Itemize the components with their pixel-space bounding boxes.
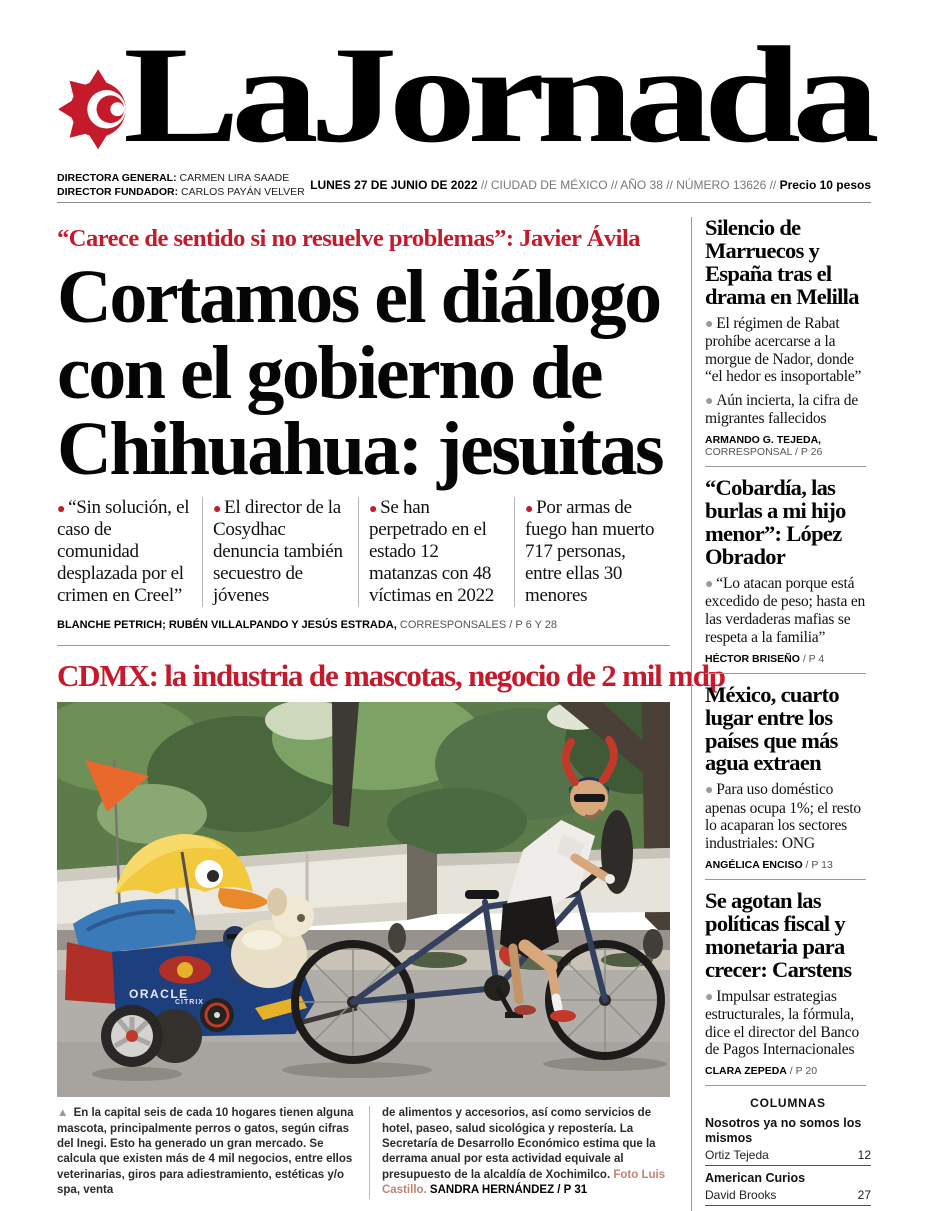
- bullet-icon: ●: [705, 989, 714, 1005]
- article-bullet: ● Impulsar estrategias estructurales, la fórmula, dice el director del Banco de Pagos Internacionales: [705, 987, 860, 1059]
- lead-bullet: ● El director de la Cosydhac denuncia también secuestro de jóvenes: [202, 497, 358, 607]
- headline-line: Chihuahua: jesuitas: [57, 407, 663, 491]
- caption-byline: SANDRA HERNÁNDEZ / P 31: [426, 1184, 588, 1197]
- column-item: [705, 1116, 871, 1166]
- bullet-icon: ●: [705, 394, 714, 410]
- lead-bullet: ● Por armas de fuego han muerto 717 personas, entre ellas 30 menores: [514, 497, 670, 607]
- headline-line: Cortamos el diálogo: [57, 255, 660, 339]
- photo-caption: [57, 1106, 670, 1198]
- article-bullet: ● Aún incierta, la cifra de migrantes fallecidos: [705, 392, 859, 428]
- bullet-icon: ●: [705, 577, 714, 593]
- photo-credit: Foto Luis Castillo.: [382, 1168, 666, 1197]
- main-column: [57, 217, 725, 1211]
- bullet-icon: ●: [57, 502, 66, 517]
- article-bullet: ● “Lo atacan porque está excedido de peso; hasta en las verdaderas mafias se respeta a la familia”: [705, 575, 866, 646]
- column-item: [705, 1171, 871, 1206]
- article-byline: ANGÉLICA ENCISO / P 13: [705, 858, 833, 871]
- article-byline: ARMANDO G. TEJEDA, CORRESPONSAL / P 26: [705, 434, 823, 459]
- article-title: México, cuarto lugar entre los países que más agua extraen: [705, 681, 839, 776]
- column-author: Ortiz Tejeda: [705, 1148, 769, 1163]
- masthead: [57, 0, 871, 202]
- lead-bullet: ● Se han perpetrado en el estado 12 matanzas con 48 víctimas en 2022: [358, 497, 514, 607]
- article-byline: CLARA ZEPEDA / P 20: [705, 1065, 818, 1078]
- article-bullet: ● Para uso doméstico apenas ocupa 1%; el resto lo acaparan los sectores industriales: ONG: [705, 781, 861, 853]
- columns-header: COLUMNAS: [750, 1096, 826, 1111]
- sidebar-rule: [705, 879, 866, 880]
- column-title: American Curios: [705, 1171, 806, 1186]
- bullet-icon: ●: [525, 502, 534, 517]
- column-meta: [705, 1188, 871, 1202]
- bullet-icon: ●: [369, 502, 378, 517]
- column-page: 27: [857, 1188, 871, 1203]
- pet-industry-photo: [57, 702, 670, 1097]
- section-rule: [57, 645, 670, 646]
- headline-line: con el gobierno de: [57, 331, 601, 415]
- lead-bullet: ● “Sin solución, el caso de comunidad desplazada por el crimen en Creel”: [57, 497, 190, 607]
- sidebar: [691, 217, 871, 1211]
- sidebar-rule: [705, 466, 866, 467]
- column-page: 12: [857, 1148, 871, 1163]
- cdmx-headline: CDMX: la industria de mascotas, negocio de 2 mil mdp: [57, 658, 725, 694]
- caption-left-column: ▲ En la capital seis de cada 10 hogares tienen alguna mascota, principalmente perros o gatos, según cifras del Inegi. Esto ha generado un gran mercado. Se calcula que existen más de 4 mil negocios, entre ellos veterinarias, giros para adiestramiento, estéticas y/o spa, venta: [57, 1107, 354, 1197]
- sidebar-article-lopez-obrador: [705, 477, 871, 664]
- lead-headline: [57, 255, 670, 491]
- sidebar-article-carstens: [705, 890, 871, 1077]
- bullet-icon: ●: [705, 316, 714, 332]
- article-title: Se agotan las políticas fiscal y monetaria para crecer: Carstens: [705, 888, 852, 982]
- dateline: LUNES 27 DE JUNIO DE 2022 // CIUDAD DE MÉXICO // AÑO 38 // NÚMERO 13626 // Precio 10 pesos: [310, 178, 871, 192]
- svg-text:ORACLE: ORACLE: [129, 987, 189, 1002]
- directors-block: [57, 171, 305, 200]
- lead-summary-bullets: [57, 497, 670, 607]
- newspaper-title: LaJornada: [123, 18, 871, 171]
- article-title: “Cobardía, las burlas a mi hijo menor”: López Obrador: [705, 475, 846, 570]
- article-bullet: ● El régimen de Rabat prohíbe acercarse a la morgue de Nador, donde “el hedor es insoportable”: [705, 314, 862, 386]
- sidebar-rule: [705, 673, 866, 674]
- caption-triangle-icon: ▲: [57, 1107, 69, 1120]
- column-meta: [705, 1148, 871, 1162]
- column-title: Nosotros ya no somos los mismos: [705, 1116, 862, 1146]
- lead-kicker: “Carece de sentido si no resuelve problemas”: Javier Ávila: [57, 225, 640, 252]
- sidebar-article-agua: [705, 681, 871, 871]
- columns-section: [705, 1096, 871, 1206]
- svg-text:CITRIX: CITRIX: [175, 999, 204, 1007]
- caption-right-column: de alimentos y accesorios, así como servicios de hotel, paseo, salud sicológica y repostería. La Secretaría de Desarrollo Económico estima que la derrama anual por esta actividad equivale al presupuesto de la alcaldía de Xochimilco. Foto Luis Castillo. SANDRA HERNÁNDEZ / P 31: [369, 1106, 670, 1198]
- masthead-rule: [57, 202, 871, 203]
- director-fundador-line: DIRECTOR FUNDADOR: CARLOS PAYÁN VELVER: [57, 186, 305, 199]
- bullet-icon: ●: [705, 783, 714, 799]
- lead-byline: BLANCHE PETRICH; RUBÉN VILLALPANDO Y JESÚS ESTRADA, CORRESPONSALES / P 6 Y 28: [57, 619, 557, 632]
- article-title: Silencio de Marruecos y España tras el drama en Melilla: [705, 215, 859, 309]
- sidebar-article-melilla: [705, 217, 871, 458]
- bullet-icon: ●: [213, 502, 222, 517]
- article-byline: HÉCTOR BRISEÑO / P 4: [705, 652, 825, 665]
- sidebar-rule: [705, 1085, 866, 1086]
- director-general-line: DIRECTORA GENERAL: CARMEN LIRA SAADE: [57, 171, 290, 184]
- column-author: David Brooks: [705, 1188, 777, 1203]
